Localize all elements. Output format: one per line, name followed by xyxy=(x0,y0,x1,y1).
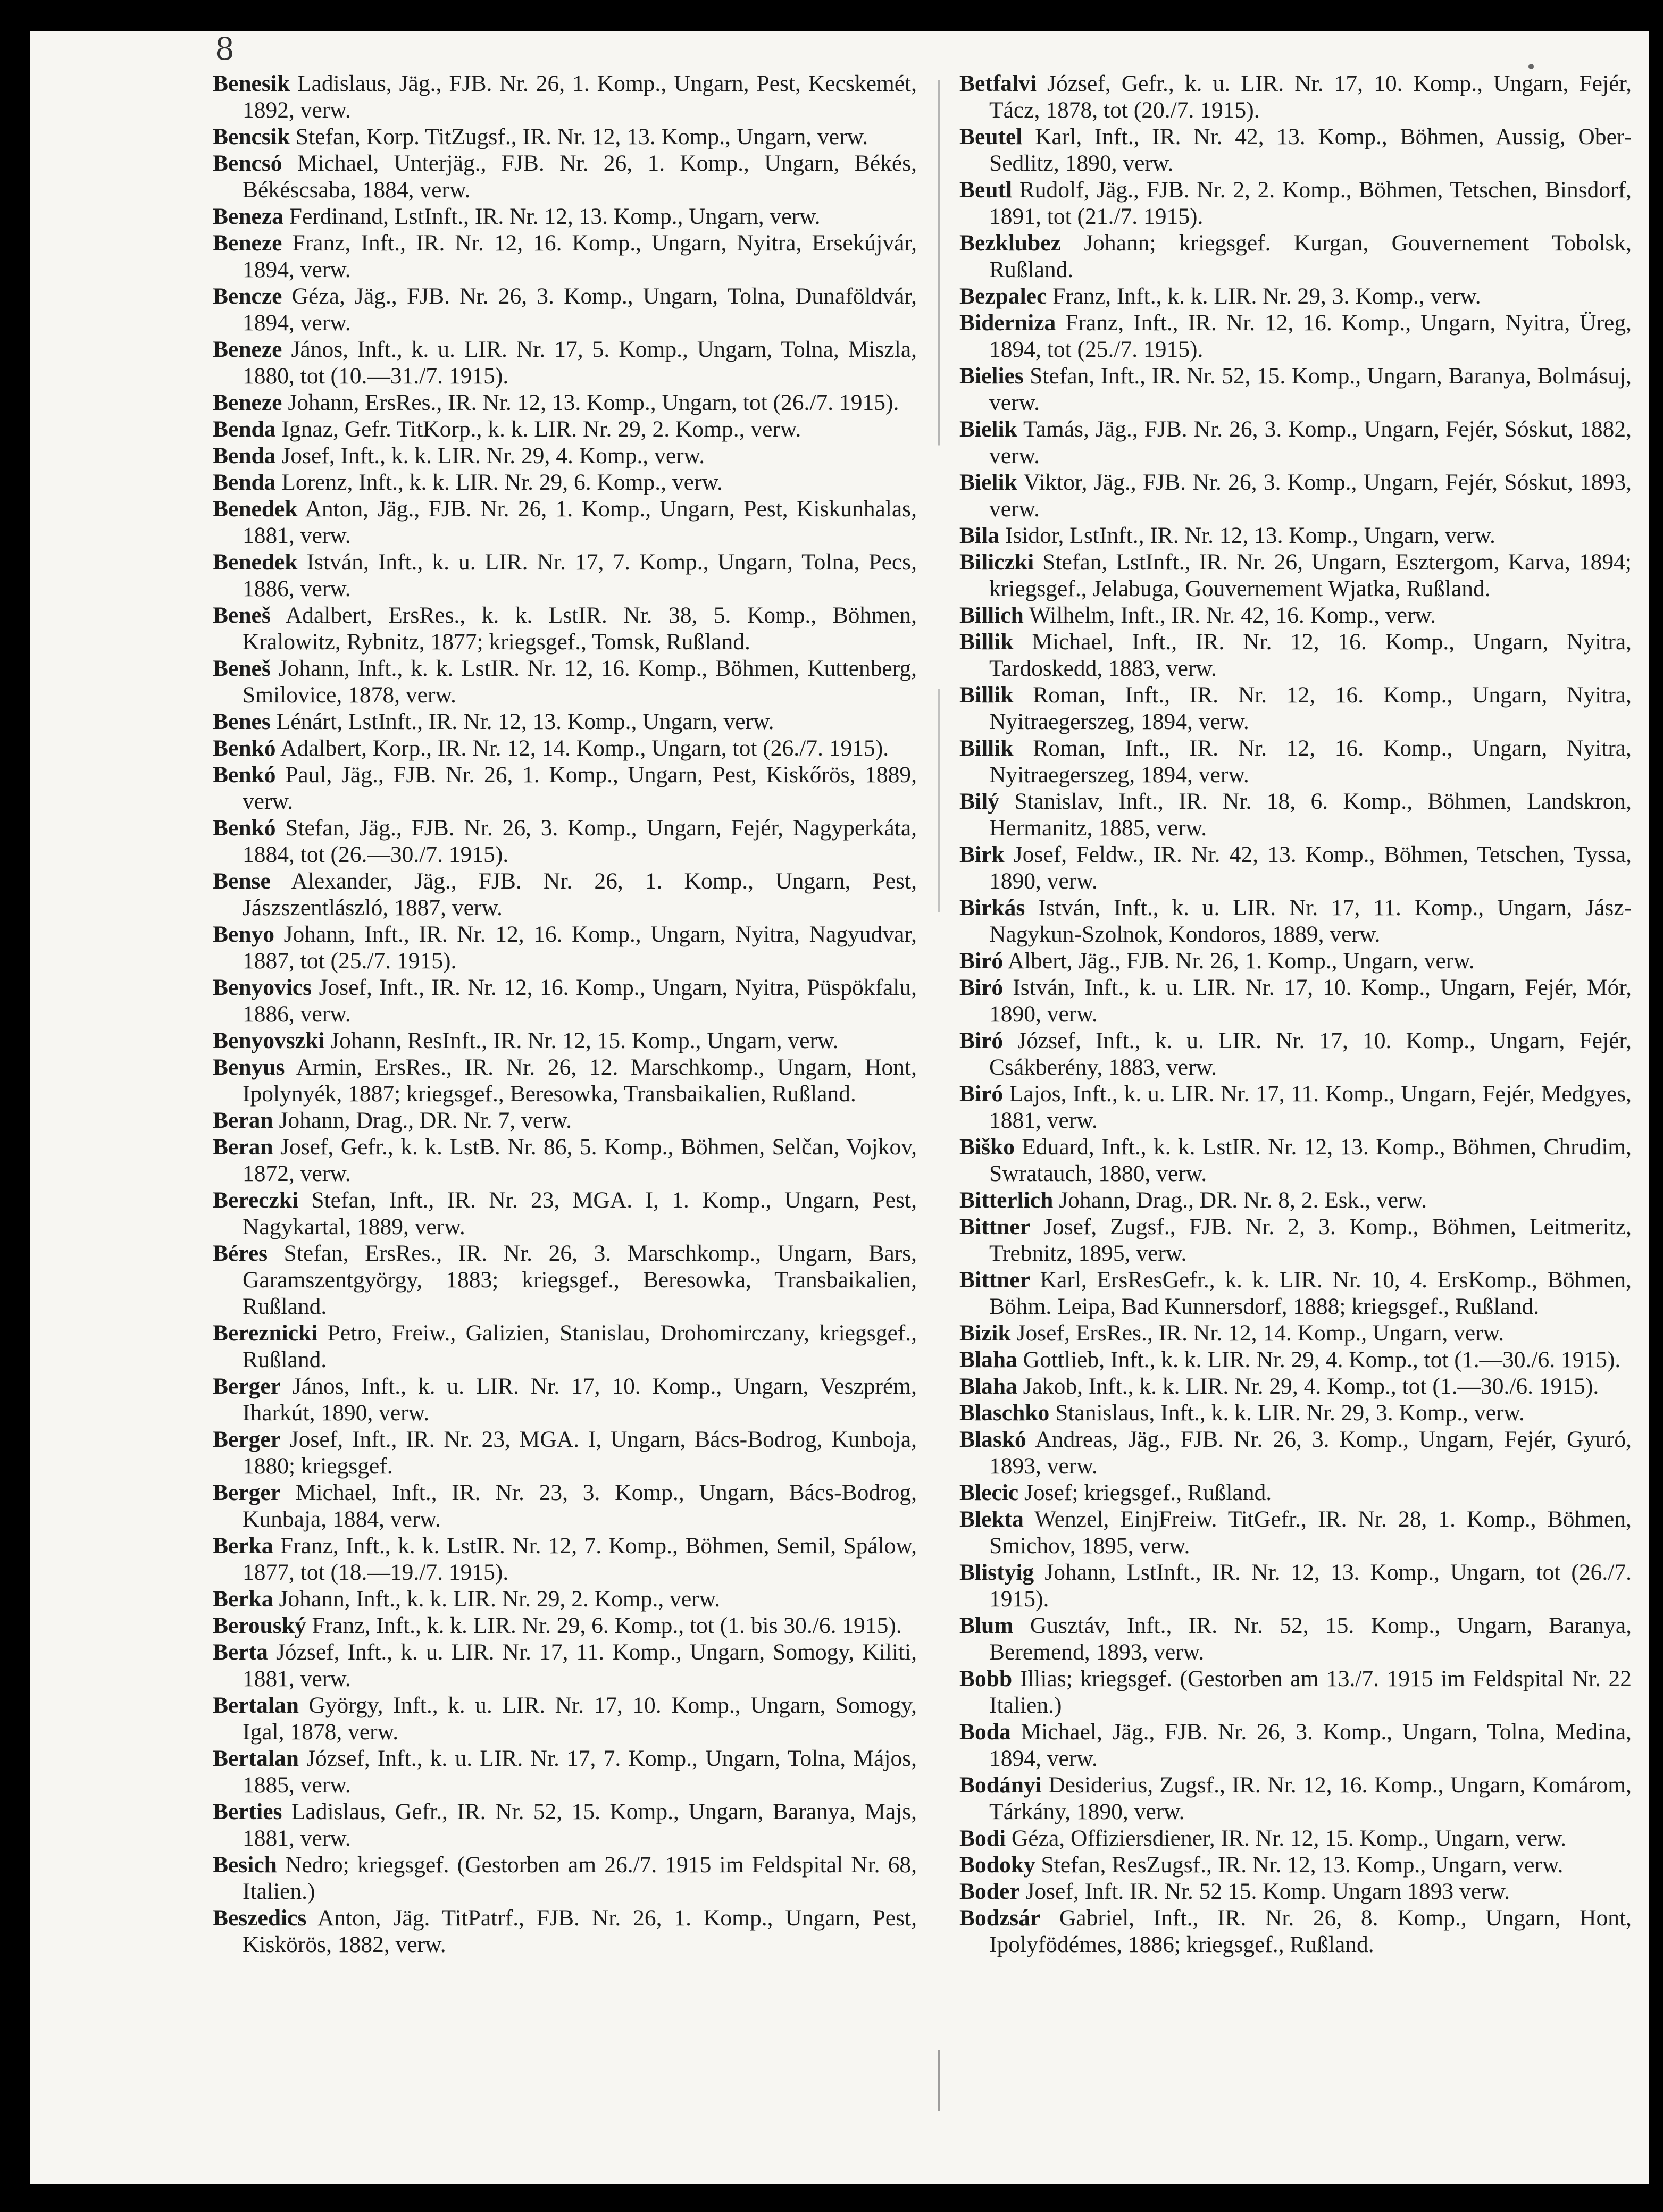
list-entry xyxy=(959,309,1632,363)
entry-details: Franz, Inft., k. k. LIR. Nr. 29, 6. Komp., tot (1. bis 30./6. 1915). xyxy=(312,1613,902,1638)
entry-details: Michael, Inft., IR. Nr. 23, 3. Komp., Ungarn, Bács-Bodrog, Kunbaja, 1884, verw. xyxy=(243,1480,917,1532)
list-entry xyxy=(959,1400,1632,1426)
list-entry xyxy=(213,1426,917,1479)
entry-details: Lorenz, Inft., k. k. LIR. Nr. 29, 6. Komp., verw. xyxy=(281,470,723,495)
entry-surname: Berka xyxy=(213,1586,273,1612)
entry-details: Anton, Jäg., FJB. Nr. 26, 1. Komp., Ungarn, Pest, Kiskunhalas, 1881, verw. xyxy=(243,496,917,548)
entry-surname: Boda xyxy=(959,1719,1011,1745)
entry-surname: Beutel xyxy=(959,124,1023,149)
entry-surname: Benda xyxy=(213,443,276,468)
list-entry xyxy=(959,363,1632,416)
list-entry xyxy=(959,1506,1632,1559)
entry-surname: Benda xyxy=(213,470,276,495)
entry-surname: Beneze xyxy=(213,337,282,362)
entry-surname: Bencze xyxy=(213,283,282,309)
entry-surname: Benes xyxy=(213,709,271,734)
list-entry xyxy=(959,1320,1632,1346)
entry-surname: Béres xyxy=(213,1241,268,1266)
entry-details: Josef, Inft. IR. Nr. 52 15. Komp. Ungarn 1893 verw. xyxy=(1025,1879,1510,1904)
entry-surname: Blaha xyxy=(959,1347,1017,1372)
entry-details: Ladislaus, Gefr., IR. Nr. 52, 15. Komp., Ungarn, Baranya, Majs, 1881, verw. xyxy=(243,1799,917,1851)
entry-surname: Blaskó xyxy=(959,1427,1026,1452)
list-entry xyxy=(213,1586,917,1612)
entry-details: Petro, Freiw., Galizien, Stanislau, Drohomirczany, kriegsgef., Rußland. xyxy=(243,1320,917,1372)
list-entry xyxy=(959,1080,1632,1134)
entry-details: Andreas, Jäg., FJB. Nr. 26, 3. Komp., Ungarn, Fejér, Gyuró, 1893, verw. xyxy=(989,1427,1632,1479)
entry-details: Roman, Inft., IR. Nr. 12, 16. Komp., Ungarn, Nyitra, Nyitraegerszeg, 1894, verw. xyxy=(989,735,1632,787)
entry-surname: Beneza xyxy=(213,204,283,229)
entry-details: Viktor, Jäg., FJB. Nr. 26, 3. Komp., Ungarn, Fejér, Sóskut, 1893, verw. xyxy=(989,470,1632,522)
entry-surname: Billik xyxy=(959,629,1014,655)
entry-surname: Biró xyxy=(959,948,1004,974)
entry-surname: Berouský xyxy=(213,1613,306,1638)
entry-details: Michael, Inft., IR. Nr. 12, 16. Komp., Ungarn, Nyitra, Tardoskedd, 1883, verw. xyxy=(989,629,1632,681)
entry-details: Gabriel, Inft., IR. Nr. 26, 8. Komp., Ungarn, Hont, Ipolyfödémes, 1886; kriegsgef., Rußland. xyxy=(989,1905,1632,1957)
entry-details: Rudolf, Jäg., FJB. Nr. 2, 2. Komp., Böhmen, Tetschen, Binsdorf, 1891, tot (21./7. 1915). xyxy=(989,177,1632,229)
entry-surname: Besich xyxy=(213,1852,277,1878)
list-entry xyxy=(959,1187,1632,1213)
list-entry xyxy=(959,1027,1632,1080)
entry-surname: Bila xyxy=(959,523,999,548)
entry-surname: Bezpalec xyxy=(959,283,1047,309)
list-entry xyxy=(213,123,917,150)
entry-details: Franz, Inft., IR. Nr. 12, 16. Komp., Ungarn, Nyitra, Ersekújvár, 1894, verw. xyxy=(243,230,917,282)
list-entry xyxy=(959,629,1632,682)
entry-details: Illias; kriegsgef. (Gestorben am 13./7. 1915 im Feldspital Nr. 22 Italien.) xyxy=(989,1666,1632,1718)
list-entry xyxy=(213,868,917,921)
entry-surname: Bense xyxy=(213,868,271,894)
entry-details: Johann, Drag., DR. Nr. 8, 2. Esk., verw. xyxy=(1059,1187,1427,1213)
entry-details: Wilhelm, Inft., IR. Nr. 42, 16. Komp., verw. xyxy=(1029,602,1436,628)
list-entry xyxy=(959,1825,1632,1851)
entry-details: Gottlieb, Inft., k. k. LIR. Nr. 29, 4. Komp., tot (1.—30./6. 1915). xyxy=(1023,1347,1621,1372)
entry-surname: Beran xyxy=(213,1108,273,1133)
entry-surname: Blaha xyxy=(959,1373,1017,1399)
page-number: 8 xyxy=(215,31,235,67)
entry-surname: Benesik xyxy=(213,71,290,96)
list-entry xyxy=(213,496,917,549)
entry-details: Roman, Inft., IR. Nr. 12, 16. Komp., Ungarn, Nyitra, Nyitraegerszeg, 1894, verw. xyxy=(989,682,1632,734)
list-entry xyxy=(959,841,1632,894)
list-entry xyxy=(959,123,1632,177)
entry-surname: Biró xyxy=(959,1028,1004,1053)
entry-details: Ladislaus, Jäg., FJB. Nr. 26, 1. Komp., Ungarn, Pest, Kecskemét, 1892, verw. xyxy=(243,71,917,123)
list-entry xyxy=(959,1134,1632,1187)
entry-surname: Birkás xyxy=(959,895,1025,920)
list-entry xyxy=(213,469,917,496)
entry-surname: Bencsik xyxy=(213,124,290,149)
entry-surname: Benkó xyxy=(213,735,276,761)
list-entry xyxy=(213,1479,917,1532)
list-entry xyxy=(213,336,917,389)
entry-surname: Beneš xyxy=(213,656,271,681)
list-entry xyxy=(959,177,1632,230)
list-entry xyxy=(213,1692,917,1745)
entry-surname: Bielik xyxy=(959,416,1017,442)
list-entry xyxy=(959,1346,1632,1373)
list-entry xyxy=(213,1187,917,1240)
entry-details: Josef, Inft., IR. Nr. 12, 16. Komp., Ungarn, Nyitra, Püspökfalu, 1886, verw. xyxy=(243,975,917,1027)
column-divider xyxy=(938,80,940,2111)
entry-surname: Blistyig xyxy=(959,1560,1034,1585)
entry-surname: Benedek xyxy=(213,549,298,575)
list-entry xyxy=(213,815,917,868)
list-entry xyxy=(959,1479,1632,1506)
entry-surname: Berka xyxy=(213,1533,273,1559)
entry-details: Josef, Inft., k. k. LIR. Nr. 29, 4. Komp., verw. xyxy=(281,443,705,468)
entry-surname: Biró xyxy=(959,975,1004,1000)
entry-details: Karl, ErsResGefr., k. k. LIR. Nr. 10, 4. ErsKomp., Böhmen, Böhm. Leipa, Bad Kunnersdorf, 1888; kriegsgef., Rußland. xyxy=(989,1267,1632,1319)
list-entry xyxy=(213,1054,917,1107)
entry-surname: Bodoky xyxy=(959,1852,1035,1878)
list-entry xyxy=(959,948,1632,974)
list-entry xyxy=(213,442,917,469)
list-entry xyxy=(959,1905,1632,1958)
entry-details: Nedro; kriegsgef. (Gestorben am 26./7. 1915 im Feldspital Nr. 68, Italien.) xyxy=(243,1852,917,1904)
entry-surname: Bertalan xyxy=(213,1692,299,1718)
entry-details: Josef, Zugsf., FJB. Nr. 2, 3. Komp., Böhmen, Leitmeritz, Trebnitz, 1895, verw. xyxy=(989,1214,1632,1266)
entry-details: Lajos, Inft., k. u. LIR. Nr. 17, 11. Komp., Ungarn, Fejér, Medgyes, 1881, verw. xyxy=(989,1081,1632,1133)
list-entry xyxy=(959,283,1632,309)
entry-surname: Benyus xyxy=(213,1054,285,1080)
entry-details: Paul, Jäg., FJB. Nr. 26, 1. Komp., Ungarn, Pest, Kiskőrös, 1889, verw. xyxy=(243,762,917,814)
entry-surname: Bielik xyxy=(959,470,1017,495)
entry-details: Michael, Unterjäg., FJB. Nr. 26, 1. Komp., Ungarn, Békés, Békéscsaba, 1884, verw. xyxy=(243,150,917,203)
entry-surname: Bencsó xyxy=(213,150,282,176)
list-entry xyxy=(959,1665,1632,1719)
entry-surname: Berger xyxy=(213,1480,281,1505)
list-entry xyxy=(213,1905,917,1958)
entry-surname: Biliczki xyxy=(959,549,1034,575)
entry-surname: Bezklubez xyxy=(959,230,1061,256)
entry-surname: Bereznicki xyxy=(213,1320,318,1346)
entry-surname: Bitterlich xyxy=(959,1187,1054,1213)
entry-surname: Bodi xyxy=(959,1825,1006,1851)
entry-surname: Billich xyxy=(959,602,1024,628)
entry-surname: Beneze xyxy=(213,390,282,415)
list-entry xyxy=(959,974,1632,1027)
list-entry xyxy=(213,1373,917,1426)
list-entry xyxy=(213,1107,917,1134)
list-entry xyxy=(213,203,917,230)
entry-details: József, Gefr., k. u. LIR. Nr. 17, 10. Komp., Ungarn, Fejér, Tácz, 1878, tot (20./7. 1915). xyxy=(989,71,1632,123)
list-entry xyxy=(213,150,917,203)
entry-details: József, Inft., k. u. LIR. Nr. 17, 7. Komp., Ungarn, Tolna, Májos, 1885, verw. xyxy=(243,1746,917,1798)
entry-details: István, Inft., k. u. LIR. Nr. 17, 10. Komp., Ungarn, Fejér, Mór, 1890, verw. xyxy=(989,975,1632,1027)
entry-surname: Biró xyxy=(959,1081,1004,1107)
list-entry xyxy=(213,1532,917,1586)
entry-details: Ferdinand, LstInft., IR. Nr. 12, 13. Komp., Ungarn, verw. xyxy=(289,204,821,229)
list-entry xyxy=(213,761,917,815)
list-entry xyxy=(213,416,917,442)
entry-surname: Bielies xyxy=(959,363,1024,389)
entry-details: Johann, ResInft., IR. Nr. 12, 15. Komp., Ungarn, verw. xyxy=(330,1028,839,1053)
entry-details: István, Inft., k. u. LIR. Nr. 17, 11. Komp., Ungarn, Jász-Nagykun-Szolnok, Kondoros, 1889, verw. xyxy=(989,895,1632,947)
entry-surname: Blekta xyxy=(959,1506,1024,1532)
list-entry xyxy=(213,1745,917,1798)
entry-details: Stefan, Inft., IR. Nr. 23, MGA. I, 1. Komp., Ungarn, Pest, Nagykartal, 1889, verw. xyxy=(243,1187,917,1239)
entry-surname: Blecic xyxy=(959,1480,1019,1505)
list-entry xyxy=(213,974,917,1027)
entry-details: Ignaz, Gefr. TitKorp., k. k. LIR. Nr. 29, 2. Komp., verw. xyxy=(281,416,801,442)
entry-details: Isidor, LstInft., IR. Nr. 12, 13. Komp., Ungarn, verw. xyxy=(1005,523,1495,548)
list-entry xyxy=(959,894,1632,948)
entry-details: Stefan, Jäg., FJB. Nr. 26, 3. Komp., Ungarn, Fejér, Nagyperkáta, 1884, tot (26.—30./7. 1915). xyxy=(243,815,917,867)
list-entry xyxy=(213,602,917,655)
entry-details: Stefan, ResZugsf., IR. Nr. 12, 13. Komp., Ungarn, verw. xyxy=(1041,1852,1564,1878)
entry-surname: Benyovszki xyxy=(213,1028,325,1053)
list-entry xyxy=(213,283,917,336)
entry-details: Adalbert, ErsRes., k. k. LstIR. Nr. 38, 5. Komp., Böhmen, Kralowitz, Rybnitz, 1877; kriegsgef., Tomsk, Rußland. xyxy=(243,602,917,655)
entry-details: Stefan, ErsRes., IR. Nr. 26, 3. Marschkomp., Ungarn, Bars, Garamszentgyörgy, 1883; kriegsgef., Beresowka, Transbaikalien, Rußland. xyxy=(243,1241,917,1319)
entry-surname: Bilý xyxy=(959,789,999,814)
right-column xyxy=(959,70,1632,1958)
entry-details: Alexander, Jäg., FJB. Nr. 26, 1. Komp., Ungarn, Pest, Jászszentlászló, 1887, verw. xyxy=(243,868,917,920)
entry-surname: Beneze xyxy=(213,230,282,256)
entry-details: Josef; kriegsgef., Rußland. xyxy=(1024,1480,1272,1505)
entry-surname: Bizik xyxy=(959,1320,1011,1346)
list-entry xyxy=(213,708,917,735)
list-entry xyxy=(213,1027,917,1054)
list-entry xyxy=(959,1612,1632,1665)
entry-details: Armin, ErsRes., IR. Nr. 26, 12. Marschkomp., Ungarn, Hont, Ipolynyék, 1887; kriegsgef., Beresowka, Transbaikalien, Rußland. xyxy=(243,1054,917,1107)
entry-surname: Benkó xyxy=(213,762,276,787)
entry-details: Géza, Jäg., FJB. Nr. 26, 3. Komp., Ungarn, Tolna, Dunaföldvár, 1894, verw. xyxy=(243,283,917,336)
entry-details: Géza, Offiziersdiener, IR. Nr. 12, 15. Komp., Ungarn, verw. xyxy=(1011,1825,1567,1851)
list-entry xyxy=(959,416,1632,469)
entry-surname: Benedek xyxy=(213,496,298,522)
entry-details: Josef, Feldw., IR. Nr. 42, 13. Komp., Böhmen, Tetschen, Tyssa, 1890, verw. xyxy=(989,842,1632,894)
entry-surname: Benyovics xyxy=(213,975,312,1000)
entry-surname: Bittner xyxy=(959,1214,1030,1239)
entry-surname: Beutl xyxy=(959,177,1013,203)
list-entry xyxy=(959,70,1632,123)
list-entry xyxy=(213,1798,917,1851)
list-entry xyxy=(213,389,917,416)
list-entry xyxy=(959,1851,1632,1878)
list-entry xyxy=(213,1612,917,1639)
entry-surname: Bittner xyxy=(959,1267,1030,1293)
entry-surname: Bobb xyxy=(959,1666,1013,1691)
entry-details: Gusztáv, Inft., IR. Nr. 52, 15. Komp., Ungarn, Baranya, Beremend, 1893, verw. xyxy=(989,1613,1632,1665)
entry-details: Johann, LstInft., IR. Nr. 12, 13. Komp., Ungarn, tot (26./7. 1915). xyxy=(989,1560,1632,1612)
entry-details: Stefan, Inft., IR. Nr. 52, 15. Komp., Ungarn, Baranya, Bolmásuj, verw. xyxy=(989,363,1632,415)
list-entry xyxy=(213,230,917,283)
entry-surname: Biško xyxy=(959,1134,1015,1160)
entry-surname: Berger xyxy=(213,1373,281,1399)
list-entry xyxy=(959,230,1632,283)
entry-details: Johann; kriegsgef. Kurgan, Gouvernement Tobolsk, Rußland. xyxy=(989,230,1632,282)
entry-surname: Betfalvi xyxy=(959,71,1037,96)
list-entry xyxy=(213,70,917,123)
entry-details: János, Inft., k. u. LIR. Nr. 17, 5. Komp., Ungarn, Tolna, Miszla, 1880, tot (10.—31./7. 1915). xyxy=(243,337,917,389)
entry-details: Johann, Drag., DR. Nr. 7, verw. xyxy=(279,1108,572,1133)
list-entry xyxy=(213,549,917,602)
entry-details: Franz, Inft., k. k. LIR. Nr. 29, 3. Komp., verw. xyxy=(1052,283,1481,309)
entry-surname: Birk xyxy=(959,842,1005,867)
entry-details: Franz, Inft., k. k. LstIR. Nr. 12, 7. Komp., Böhmen, Semil, Spálow, 1877, tot (18.—19./7. 1915). xyxy=(243,1533,917,1585)
list-entry xyxy=(959,1878,1632,1905)
entry-details: József, Inft., k. u. LIR. Nr. 17, 11. Komp., Ungarn, Somogy, Kiliti, 1881, verw. xyxy=(243,1639,917,1691)
entry-surname: Benda xyxy=(213,416,276,442)
entry-details: Stefan, Korp. TitZugsf., IR. Nr. 12, 13. Komp., Ungarn, verw. xyxy=(295,124,868,149)
list-entry xyxy=(959,1213,1632,1267)
entry-details: György, Inft., k. u. LIR. Nr. 17, 10. Komp., Ungarn, Somogy, Igal, 1878, verw. xyxy=(243,1692,917,1745)
entry-surname: Bodányi xyxy=(959,1772,1042,1798)
entry-surname: Boder xyxy=(959,1879,1020,1904)
list-entry xyxy=(959,1373,1632,1400)
entry-details: János, Inft., k. u. LIR. Nr. 17, 10. Komp., Ungarn, Veszprém, Iharkút, 1890, verw. xyxy=(243,1373,917,1426)
entry-surname: Beszedics xyxy=(213,1905,307,1931)
entry-details: József, Inft., k. u. LIR. Nr. 17, 10. Komp., Ungarn, Fejér, Csákberény, 1883, verw. xyxy=(989,1028,1632,1080)
entry-details: Franz, Inft., IR. Nr. 12, 16. Komp., Ungarn, Nyitra, Üreg, 1894, tot (25./7. 1915). xyxy=(989,310,1632,362)
entry-surname: Benkó xyxy=(213,815,276,841)
entry-details: Tamás, Jäg., FJB. Nr. 26, 3. Komp., Ungarn, Fejér, Sóskut, 1882, verw. xyxy=(989,416,1632,468)
list-entry xyxy=(213,735,917,761)
entry-details: Eduard, Inft., k. k. LstIR. Nr. 12, 13. Komp., Böhmen, Chrudim, Swratauch, 1880, verw. xyxy=(989,1134,1632,1186)
list-entry xyxy=(213,1134,917,1187)
entry-surname: Berta xyxy=(213,1639,268,1665)
list-entry xyxy=(959,1559,1632,1612)
entry-details: Johann, ErsRes., IR. Nr. 12, 13. Komp., Ungarn, tot (26./7. 1915). xyxy=(288,390,899,415)
entry-surname: Bertalan xyxy=(213,1746,299,1771)
list-entry xyxy=(959,1719,1632,1772)
list-entry xyxy=(959,788,1632,841)
entry-surname: Beran xyxy=(213,1134,273,1160)
entry-surname: Berties xyxy=(213,1799,282,1824)
entry-surname: Beneš xyxy=(213,602,271,628)
list-entry xyxy=(959,1267,1632,1320)
list-entry xyxy=(213,655,917,708)
list-entry xyxy=(213,921,917,974)
entry-surname: Biderniza xyxy=(959,310,1056,336)
entry-surname: Blaschko xyxy=(959,1400,1050,1426)
entry-details: Anton, Jäg. TitPatrf., FJB. Nr. 26, 1. Komp., Ungarn, Pest, Kiskörös, 1882, verw. xyxy=(243,1905,917,1957)
entry-details: Josef, ErsRes., IR. Nr. 12, 14. Komp., Ungarn, verw. xyxy=(1016,1320,1505,1346)
list-entry xyxy=(959,682,1632,735)
list-entry xyxy=(213,1851,917,1905)
entry-details: Michael, Jäg., FJB. Nr. 26, 3. Komp., Ungarn, Tolna, Medina, 1894, verw. xyxy=(989,1719,1632,1771)
entry-details: István, Inft., k. u. LIR. Nr. 17, 7. Komp., Ungarn, Tolna, Pecs, 1886, verw. xyxy=(243,549,917,601)
entry-surname: Benyo xyxy=(213,921,275,947)
list-entry xyxy=(959,602,1632,629)
list-entry xyxy=(213,1639,917,1692)
entry-surname: Berger xyxy=(213,1427,281,1452)
entry-surname: Blum xyxy=(959,1613,1014,1638)
entry-details: Wenzel, EinjFreiw. TitGefr., IR. Nr. 28, 1. Komp., Böhmen, Smichov, 1895, verw. xyxy=(989,1506,1632,1559)
entry-details: Albert, Jäg., FJB. Nr. 26, 1. Komp., Ungarn, verw. xyxy=(1007,948,1475,974)
entry-details: Lénárt, LstInft., IR. Nr. 12, 13. Komp., Ungarn, verw. xyxy=(276,709,774,734)
list-entry xyxy=(959,1772,1632,1825)
entry-details: Josef, Gefr., k. k. LstB. Nr. 86, 5. Komp., Böhmen, Selčan, Vojkov, 1872, verw. xyxy=(243,1134,917,1186)
ink-dot xyxy=(1528,64,1534,69)
entry-details: Desiderius, Zugsf., IR. Nr. 12, 16. Komp., Ungarn, Komárom, Tárkány, 1890, verw. xyxy=(989,1772,1632,1824)
entry-details: Karl, Inft., IR. Nr. 42, 13. Komp., Böhmen, Aussig, Ober-Sedlitz, 1890, verw. xyxy=(989,124,1632,176)
entry-surname: Bereczki xyxy=(213,1187,299,1213)
list-entry xyxy=(213,1240,917,1320)
entry-details: Johann, Inft., IR. Nr. 12, 16. Komp., Ungarn, Nyitra, Nagyudvar, 1887, tot (25./7. 1915). xyxy=(243,921,917,974)
entry-details: Johann, Inft., k. k. LIR. Nr. 29, 2. Komp., verw. xyxy=(279,1586,721,1612)
list-entry xyxy=(959,549,1632,602)
list-entry xyxy=(959,735,1632,788)
entry-details: Stanislav, Inft., IR. Nr. 18, 6. Komp., Böhmen, Landskron, Hermanitz, 1885, verw. xyxy=(989,789,1632,841)
entry-details: Josef, Inft., IR. Nr. 23, MGA. I, Ungarn, Bács-Bodrog, Kunboja, 1880; kriegsgef. xyxy=(243,1427,917,1479)
entry-details: Stanislaus, Inft., k. k. LIR. Nr. 29, 3. Komp., verw. xyxy=(1055,1400,1525,1426)
list-entry xyxy=(959,522,1632,549)
entry-details: Johann, Inft., k. k. LstIR. Nr. 12, 16. Komp., Böhmen, Kuttenberg, Smilovice, 1878, verw. xyxy=(243,656,917,708)
entry-details: Jakob, Inft., k. k. LIR. Nr. 29, 4. Komp., tot (1.—30./6. 1915). xyxy=(1023,1373,1599,1399)
entry-details: Adalbert, Korp., IR. Nr. 12, 14. Komp., Ungarn, tot (26./7. 1915). xyxy=(280,735,889,761)
entry-surname: Billik xyxy=(959,735,1014,761)
list-entry xyxy=(213,1320,917,1373)
entry-surname: Bodzsár xyxy=(959,1905,1041,1931)
list-entry xyxy=(959,469,1632,522)
entry-surname: Billik xyxy=(959,682,1014,708)
entry-details: Stefan, LstInft., IR. Nr. 26, Ungarn, Esztergom, Karva, 1894; kriegsgef., Jelabuga, Gouvernement Wjatka, Rußland. xyxy=(989,549,1632,601)
list-entry xyxy=(959,1426,1632,1479)
left-column xyxy=(213,70,917,1958)
